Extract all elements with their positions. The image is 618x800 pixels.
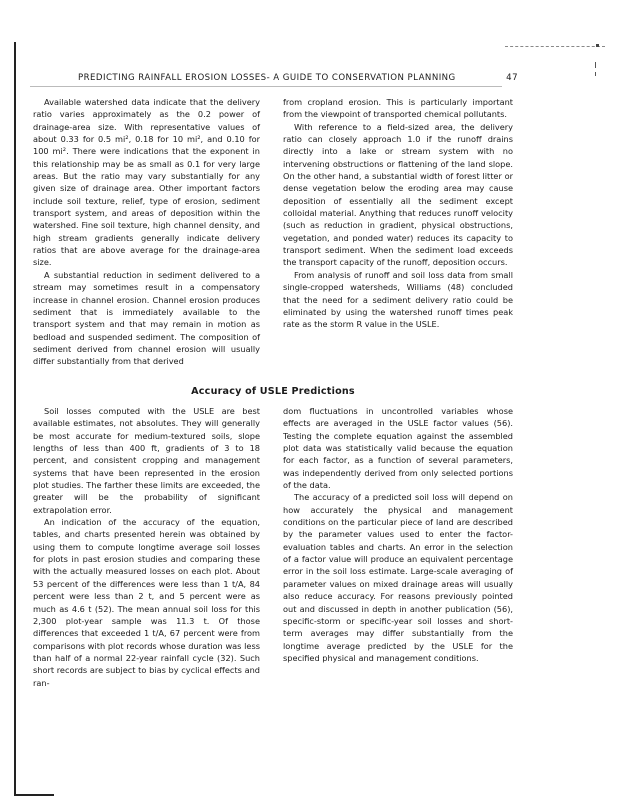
- paragraph: The accuracy of a predicted soil loss will depend on how accurately the physical and management conditions on the particular piece of land are described by the parameter values used to enter the factor-evaluation tables and charts. An error in the selection of a factor value will produce an equivalent percentage error in the soil loss estimate. Large-scale averaging of parameter values on mixed drainage areas will usually also reduce accuracy. For reasons previously pointed out and discussed in depth in another publication (56), specific-storm or specific-year soil losses and short-term averages may differ substantially from the longtime average predicted by the USLE for the specified physical and management conditions.: [283, 492, 513, 663]
- scan-artifact-edge-mark: [595, 62, 596, 68]
- page-number: 47: [506, 73, 518, 83]
- paragraph: From analysis of runoff and soil loss data from small single-cropped watersheds, Williams (48) concluded that the need for a sediment delivery ratio could be eliminated by using the watershed runoff times peak rate as the storm R value in the USLE.: [283, 269, 513, 330]
- paragraph: With reference to a field-sized area, the delivery ratio can closely approach 1.0 if the runoff drains directly into a lake or stream system with no intervening obstructions or flattening of the land slope. On the other hand, a substantial width of forest litter or dense vegetation below the eroding area may cause deposition of essentially all the sediment except colloidal material. Anything that reduces runoff velocity (such as reduction in gradient, physical obstructions, vegetation, and ponded water) reduces its capacity to transport sediment. When the sediment load exceeds the transport capacity of the runoff, deposition occurs.: [283, 121, 513, 268]
- section-heading: Accuracy of USLE Predictions: [191, 386, 355, 397]
- paragraph: A substantial reduction in sediment delivered to a stream may sometimes result in a compensatory increase in channel erosion. Channel erosion produces sediment that is immediately available to the transport system and that may remain in motion as bedload and suspended sediment. The composition of sediment derived from channel erosion will usually differ substantially from that derived: [33, 269, 260, 367]
- paragraph: Soil losses computed with the USLE are best available estimates, not absolutes. They will generally be most accurate for medium-textured soils, slope lengths of less than 400 ft, gradients of 3 to 18 percent, and consistent cropping and management systems that have been represented in the erosion plot studies. The farther these limits are exceeded, the greater will be the probability of significant extrapolation error.: [33, 406, 260, 515]
- scan-artifact-edge-mark: [595, 72, 596, 76]
- paragraph: dom fluctuations in uncontrolled variables whose effects are averaged in the USLE factor values (56). Testing the complete equation against the assembled plot data was statistically valid because the equation for each factor, as a function of several parameters, was independently derived from only selected portions of the data.: [283, 406, 513, 491]
- upper-left-column: [33, 96, 260, 368]
- paragraph: Available watershed data indicate that the delivery ratio varies approximately as the 0.2 power of drainage-area size. With representative values of about 0.33 for 0.5 mi², 0.18 for 10 mi², and 0.10 for 100 mi². There were indications that the exponent in this relationship may be as small as 0.1 for very large areas. But the ratio may vary substantially for any given size of drainage area. Other important factors include soil texture, relief, type of erosion, sediment transport system, and areas of deposition within the watershed. Fine soil texture, high channel density, and high stream gradients generally indicate delivery ratios that are above average for the drainage-area size.: [33, 97, 260, 268]
- upper-right-column: [283, 96, 513, 331]
- running-header-title: PREDICTING RAINFALL EROSION LOSSES- A GUIDE TO CONSERVATION PLANNING: [78, 73, 456, 83]
- scan-artifact-top-rule: [505, 46, 605, 47]
- paragraph: An indication of the accuracy of the equation, tables, and charts presented herein was obtained by using them to compute longtime average soil losses for plots in past erosion studies and comparing these with the actually measured losses on each plot. About 53 percent of the differences were less than 1 t/A, 84 percent were less than 2 t, and 5 percent were as much as 4.6 t (52). The mean annual soil loss for this 2,300 plot-year sample was 11.3 t. Of those differences that exceeded 1 t/A, 67 percent were from comparisons with plot records whose duration was less than half of a normal 22-year rainfall cycle (32). Such short records are subject to bias by cyclical effects and ran-: [33, 517, 260, 688]
- lower-right-column: [283, 405, 513, 664]
- running-header: [78, 73, 518, 87]
- paragraph: from cropland erosion. This is particularly important from the viewpoint of transported chemical pollutants.: [283, 97, 513, 120]
- header-rule: [30, 86, 502, 87]
- scan-artifact-left-edge: [14, 42, 16, 796]
- lower-left-column: [33, 405, 260, 689]
